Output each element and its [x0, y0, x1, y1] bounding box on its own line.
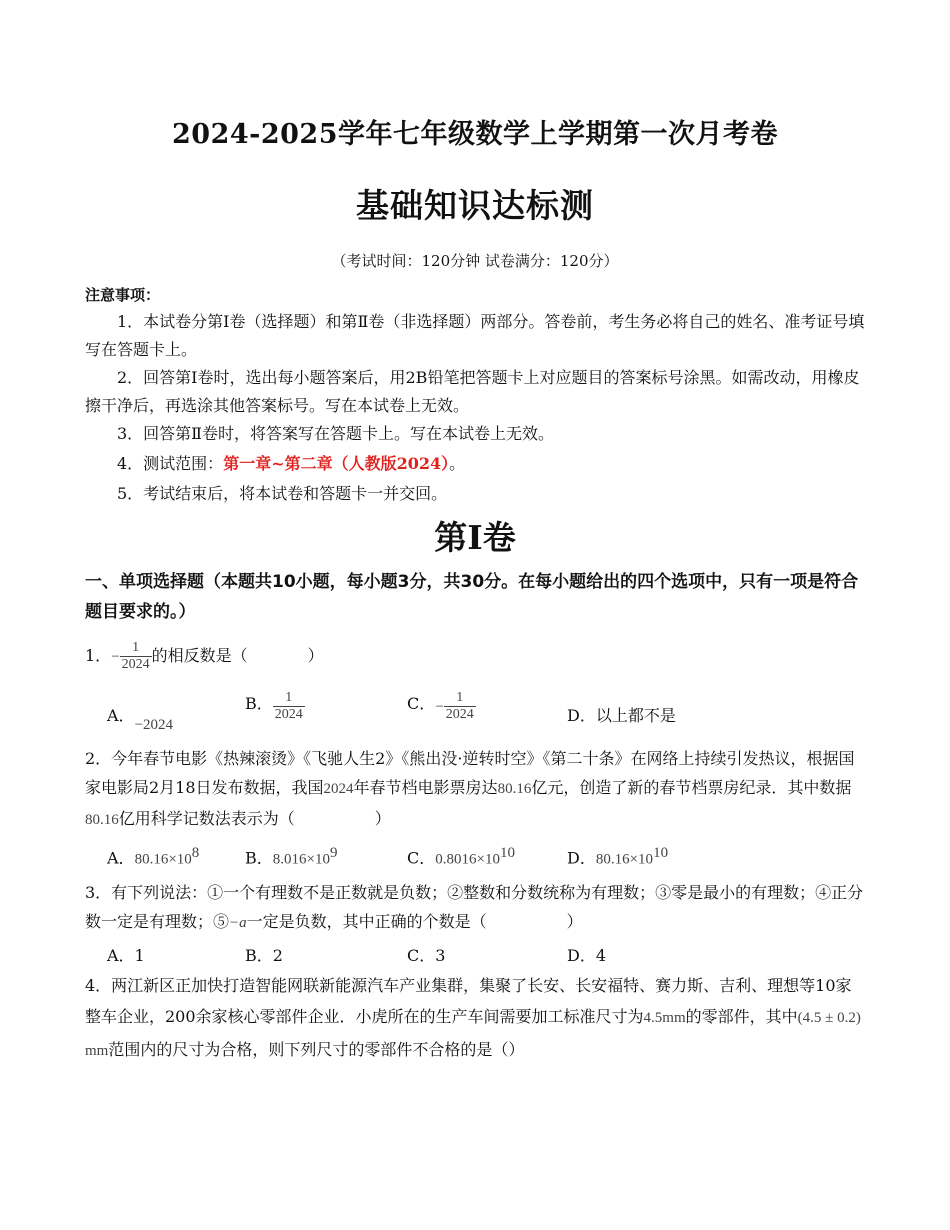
q3-option-a: A．1 [107, 946, 145, 965]
question-1-close: ） [307, 646, 324, 665]
minus-sign: − [435, 699, 444, 715]
question-2-text: 亿元，创造了新的春节档票房纪录．其中数据 [531, 778, 852, 797]
q1-option-b [245, 690, 305, 723]
question-2-text: 年春节档电影票房达 [353, 778, 498, 797]
standard-size: 4.5mm [643, 1010, 686, 1026]
fraction-numerator: 1 [132, 640, 140, 655]
option-label: B． [245, 848, 273, 868]
note-item-4-prefix: 4．测试范围： [117, 454, 224, 473]
q3-option-b: B．2 [245, 946, 283, 965]
question-3-close: ） [566, 912, 583, 931]
question-3-text: 一定是负数，其中正确的个数是（ [246, 912, 487, 931]
q3-option-d: D．4 [567, 946, 607, 965]
option-label: B． [245, 694, 273, 713]
fraction-denominator: 2024 [121, 657, 150, 672]
section-title: 第Ⅰ卷 [434, 518, 516, 557]
exam-title: 2024-2025学年七年级数学上学期第一次月考卷 [172, 119, 778, 150]
option-value: 8.016×10 [272, 851, 330, 868]
option-label: C． [407, 694, 436, 713]
question-2-text: 亿用科学记数法表示为（ [118, 809, 295, 828]
q2-option-a [107, 845, 199, 868]
option-value: −2024 [134, 717, 174, 733]
section-heading: 一、单项选择题（本题共10小题，每小题3分，共30分。在每小题给出的四个选项中，只有一项是符合题目要求的。） [85, 572, 859, 622]
q1-option-a [107, 703, 174, 733]
option-label: D． [567, 848, 596, 868]
option-label: A． [107, 706, 135, 725]
q2-option-d [567, 845, 668, 868]
option-label: D． [567, 706, 596, 725]
q2-option-c [407, 845, 515, 868]
q1-option-d [567, 703, 676, 726]
question-3 [85, 878, 865, 938]
fraction-numerator: 1 [285, 690, 293, 705]
question-4-text: 范围内的尺寸为合格，则下列尺寸的零部件不合格的是（ [108, 1040, 509, 1059]
note-item-4-suffix: 。 [449, 454, 466, 473]
option-label: A． [107, 848, 135, 868]
option-value: 80.16×10 [134, 851, 192, 868]
exam-info: （考试时间：120分钟 试卷满分：120分） [331, 252, 619, 270]
option-label: C． [407, 848, 436, 868]
box-office-value: 80.16 [497, 781, 532, 797]
test-range: 第一章~第二章（人教版2024） [223, 454, 450, 473]
notes-heading: 注意事项： [85, 286, 161, 304]
question-2-text: 2．今年春节电影《热辣滚烫》《飞驰人生2》《熊出没·逆转时空》《第二十条》在网络上持续引发热议，根据国家电影局2月18日发布数据，我国 [85, 749, 855, 797]
question-1-number: 1． [85, 646, 112, 665]
q3-option-c: C．3 [407, 946, 446, 965]
q2-option-b [245, 845, 337, 868]
box-office-value: 80.16 [85, 812, 119, 828]
fraction-denominator: 2024 [445, 707, 474, 722]
fraction [444, 690, 476, 723]
option-value: 以上都不是 [595, 706, 676, 725]
exponent: 10 [499, 845, 515, 861]
question-4-text: 4．两江新区正加快打造智能网联新能源汽车产业集群，集聚了长安、长安福特、赛力斯、吉利、理想等10家整车企业，200余家核心零部件企业．小虎所在的生产车间需要加工标准尺寸为 [85, 976, 852, 1026]
question-4-close: ） [508, 1040, 525, 1059]
note-item-5: 5．考试结束后，将本试卷和答题卡一并交回。 [117, 484, 448, 503]
note-item-1: 1．本试卷分第Ⅰ卷（选择题）和第Ⅱ卷（非选择题）两部分。答卷前，考生务必将自己的姓名、准考证号填写在答题卡上。 [85, 312, 865, 359]
note-item-2: 2．回答第Ⅰ卷时，选出每小题答案后，用2B铅笔把答题卡上对应题目的答案标号涂黑。如需改动，用橡皮擦干净后，再选涂其他答案标号。写在本试卷上无效。 [85, 368, 860, 415]
minus-sign: − [111, 649, 120, 665]
exponent: 8 [191, 845, 200, 861]
question-2 [85, 744, 865, 835]
question-1 [85, 640, 865, 673]
exponent: 10 [653, 845, 669, 861]
note-item-4 [85, 450, 865, 478]
option-value: 0.8016×10 [435, 851, 500, 868]
variable: −a [229, 915, 247, 931]
option-value: 80.16×10 [595, 851, 654, 868]
tolerance-range: (4.5 ± 0.2) mm [85, 1010, 861, 1059]
question-3-text: 3．有下列说法：①一个有理数不是正数就是负数；②整数和分数统称为有理数；③零是最小的有理数；④正分数一定是有理数；⑤ [85, 883, 864, 931]
exponent: 9 [329, 845, 338, 861]
fraction [273, 690, 305, 723]
fraction [120, 640, 152, 673]
fraction-numerator: 1 [456, 690, 464, 705]
question-4-text: 的零部件，其中 [685, 1007, 798, 1026]
note-item-3: 3．回答第Ⅱ卷时，将答案写在答题卡上。写在本试卷上无效。 [117, 424, 555, 443]
fraction-denominator: 2024 [274, 707, 303, 722]
question-2-close: ） [374, 809, 391, 828]
q1-option-c [407, 690, 476, 723]
question-1-text: 的相反数是（ [151, 646, 248, 665]
exam-subtitle: 基础知识达标测 [356, 186, 594, 225]
question-4 [85, 970, 865, 1067]
year-value: 2024 [323, 781, 354, 797]
